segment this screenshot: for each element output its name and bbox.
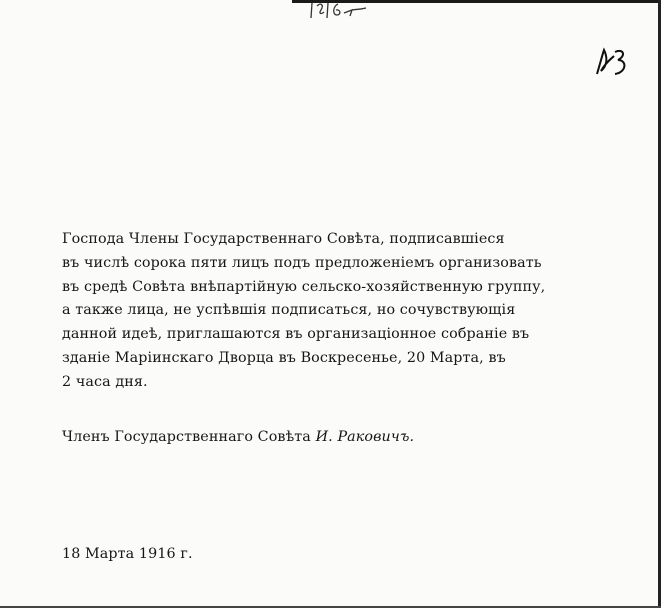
body-line: въ числѣ сорока пяти лицъ подъ предложеніемъ организовать: [62, 254, 542, 271]
handwritten-year-mark: [308, 0, 370, 24]
body-line: зданіе Маріинскаго Дворца въ Воскресенье, 20 Марта, въ: [62, 349, 506, 366]
signature-name: И. Раковичъ.: [315, 429, 415, 445]
body-line: въ средѣ Совѣта внѣпартійную сельско-хозяйственную группу,: [62, 278, 546, 295]
handwritten-page-number: [594, 44, 630, 80]
body-line: 2 часа дня.: [62, 373, 148, 390]
body-line: а также лица, не успѣвшія подписаться, но сочувствующія: [62, 302, 516, 319]
body-line: Господа Члены Государственнаго Совѣта, подписавшіеся: [62, 231, 505, 247]
notice-body: [62, 228, 546, 395]
signature-line: [62, 429, 414, 445]
signature-title: Членъ Государственнаго Совѣта: [62, 429, 316, 445]
document-date: 18 Марта 1916 г.: [62, 546, 193, 562]
body-line: данной идеѣ, приглашаются въ организаціонное собраніе въ: [62, 326, 530, 343]
